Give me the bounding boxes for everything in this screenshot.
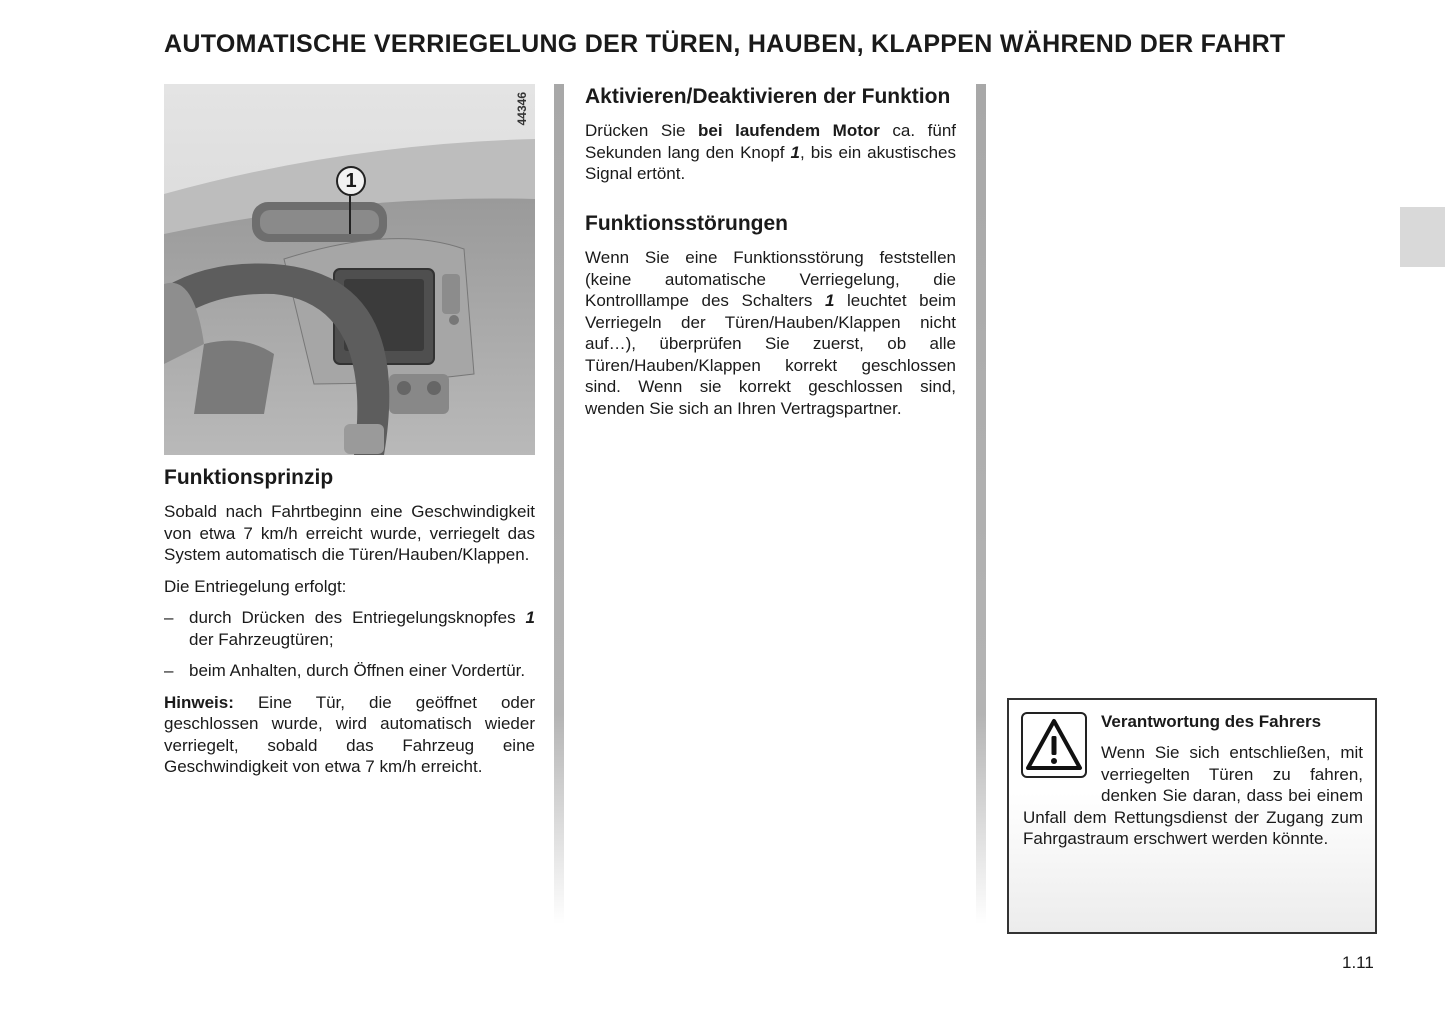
list-item-text: durch Drücken des Entriegelungsknopfes bbox=[189, 608, 526, 628]
middle-column bbox=[585, 84, 956, 419]
warning-text: Wenn Sie sich entschließen, mit verriegelten Türen zu fahren, denken Sie daran, dass bei einem Unfall dem Rettungsdienst der Zugang zum Fahrgastraum erschwert werden könnte. bbox=[1023, 743, 1363, 848]
note-paragraph bbox=[164, 692, 535, 778]
text-run: Drücken Sie bbox=[585, 121, 698, 141]
column-divider bbox=[976, 84, 986, 924]
text-run: , bis ein akustisches Signal ertönt. bbox=[585, 142, 957, 184]
text-run: Wenn Sie eine Funktionsstörung feststellen (keine automatische Verriegelung, die Kontrolllampe des Schalters bbox=[585, 248, 956, 310]
section-heading-activate: Aktivieren/Deaktivieren der Funktion bbox=[585, 85, 951, 108]
callout-marker: 1 bbox=[336, 166, 366, 196]
section-heading-function-principle: Funktionsprinzip bbox=[164, 466, 334, 489]
paragraph-unlocking-intro: Die Entriegelung erfolgt: bbox=[164, 576, 347, 596]
section-heading-malfunctions: Funktionsstörungen bbox=[585, 211, 788, 235]
paragraph-malfunctions bbox=[585, 247, 956, 419]
text-run: ca. fünf Sekunden lang den Knopf bbox=[585, 121, 957, 162]
reference-number: 1 bbox=[525, 608, 535, 628]
note-text: Eine Tür, die geöffnet oder geschlossen wurde, wird automatisch wieder verriegelt, sobald das Fahrzeug eine Geschwindigkeit von etwa 7 km/h erreicht. bbox=[164, 692, 535, 777]
dashboard-illustration bbox=[164, 84, 535, 455]
warning-box bbox=[1007, 698, 1377, 934]
list-item: – beim Anhalten, durch Öffnen einer Vordertür. bbox=[164, 660, 535, 682]
list-item-text: der Fahrzeugtüren; bbox=[189, 629, 334, 649]
page-title: AUTOMATISCHE VERRIEGELUNG DER TÜREN, HAUBEN, KLAPPEN WÄHREND DER FAHRT bbox=[164, 30, 1286, 58]
emphasis-text: bei laufendem Motor bbox=[697, 121, 880, 141]
left-column bbox=[164, 84, 535, 788]
warning-title: Verantwortung des Fahrers bbox=[1101, 712, 1322, 731]
text-run: leuchtet beim Verriegeln der Türen/Hauben/Klappen nicht auf…), überprüfen Sie zuerst, ob alle Türen/Hauben/Klappen korrekt geschlossen sind. Wenn sie korrekt geschlossen sind, wenden Sie sich an Ihren Vertragspartner. bbox=[585, 291, 956, 418]
chapter-tab bbox=[1400, 207, 1445, 267]
note-label: Hinweis: bbox=[164, 692, 234, 712]
reference-number: 1 bbox=[824, 291, 835, 310]
unlocking-list bbox=[164, 607, 535, 682]
paragraph-activate bbox=[585, 120, 956, 185]
reference-number: 1 bbox=[790, 142, 801, 162]
figure-number: 44346 bbox=[515, 92, 529, 126]
paragraph-function-principle: Sobald nach Fahrtbeginn eine Geschwindigkeit von etwa 7 km/h erreicht wurde, verriegelt das System automatisch die Türen/Hauben/Klappen. bbox=[164, 502, 535, 565]
column-divider bbox=[554, 84, 564, 924]
list-item bbox=[164, 607, 535, 650]
dashboard-drawing bbox=[164, 84, 535, 455]
page-number: 1.11 bbox=[1342, 953, 1374, 972]
